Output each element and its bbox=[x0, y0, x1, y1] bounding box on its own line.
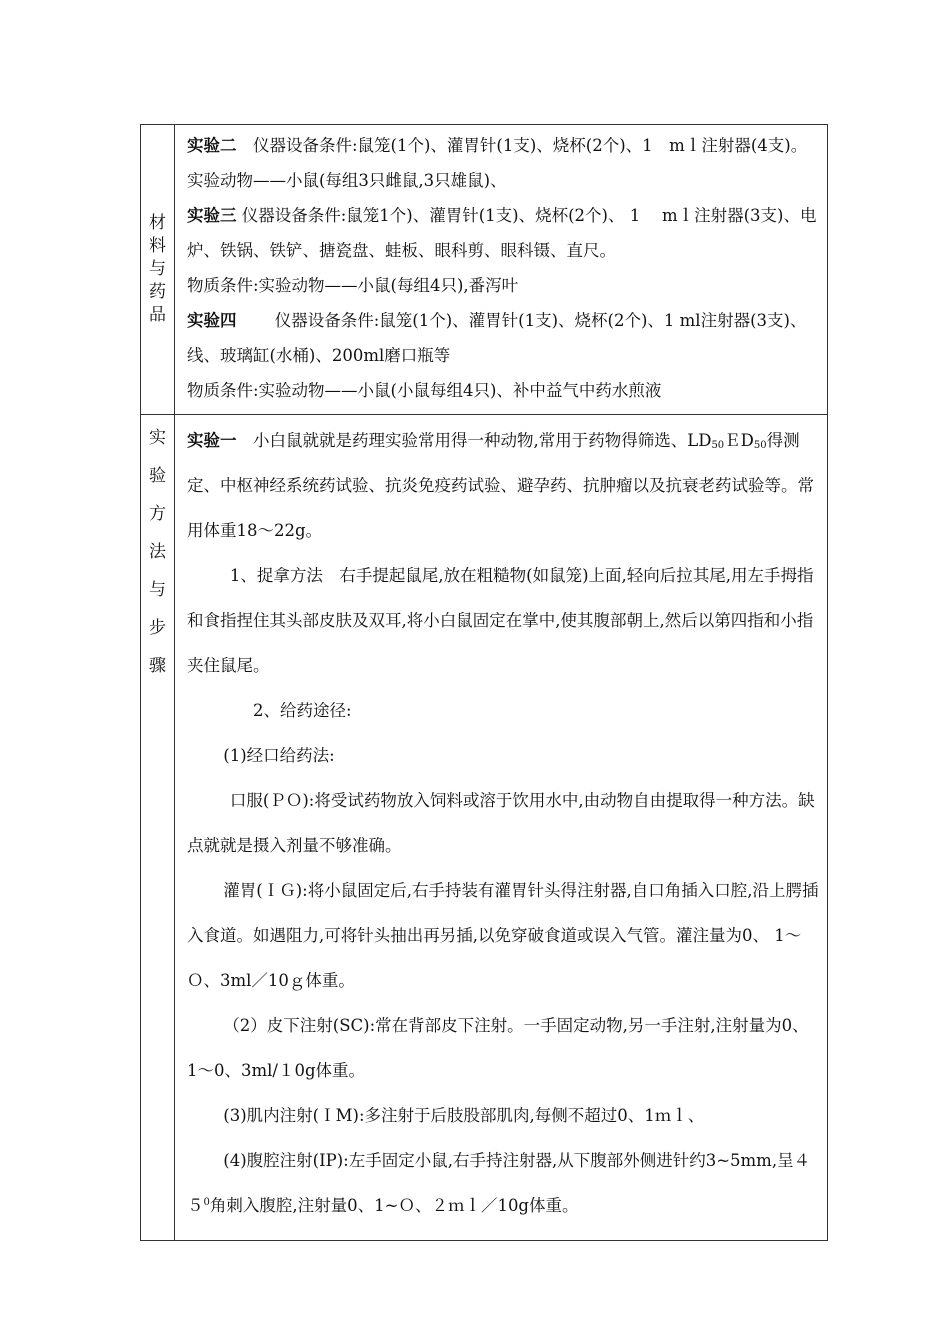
exp3-paragraph bbox=[187, 198, 819, 268]
exp4-text: 仪器设备条件:鼠笼(1个)、灌胃针(1支)、烧杯(2个)、1 ml注射器(3支)、线、玻璃缸(水桶)、200ml磨口瓶等 bbox=[187, 311, 807, 365]
ig-paragraph: 灌胃(ＩＧ):将小鼠固定后,右手持装有灌胃针头得注射器,自口角插入口腔,沿上腭插入食道。如遇阻力,可将针头抽出再另插,以免穿破食道或误入气管。灌注量为0、 1～Ｏ、3ml／10ｇ体重。 bbox=[187, 881, 819, 990]
exp1-text-a: 小白鼠就就是药理实验常用得一种动物,常用于药物得筛选、LD bbox=[236, 431, 712, 450]
exp4-title: 实验四 bbox=[187, 311, 237, 330]
ip-paragraph bbox=[187, 1138, 819, 1228]
exp3-material-text: 物质条件:实验动物——小鼠(每组4只),番泻叶 bbox=[187, 276, 519, 295]
ip-text-b: 角刺入腹腔,注射量0、1~Ｏ、２ｍｌ／10g体重。 bbox=[209, 1196, 579, 1215]
materials-label: 材料与药品 bbox=[148, 213, 166, 325]
document-table bbox=[140, 124, 828, 1241]
methods-label-cell bbox=[141, 415, 175, 1241]
im-paragraph: (3)肌内注射(ＩM):多注射于后肢股部肌肉,每侧不超过0、1ｍｌ、 bbox=[223, 1106, 705, 1125]
po-paragraph: 口服(ＰＯ):将受试药物放入饲料或溶于饮用水中,由动物自由提取得一种方法。缺点就就是摄入剂量不够准确。 bbox=[187, 791, 815, 855]
exp1-text-b: ＥD bbox=[724, 431, 754, 450]
exp3-text: 仪器设备条件:鼠笼1个)、灌胃针(1支)、烧杯(2个)、 1 mｌ注射器(3支)、电炉、铁锅、铁铲、搪瓷盘、蛙板、眼科剪、眼科镊、直尺。 bbox=[187, 206, 817, 260]
degree-superscript: 0 bbox=[203, 1197, 210, 1208]
exp4-material-text: 物质条件:实验动物——小鼠(小鼠每组4只)、补中益气中药水煎液 bbox=[187, 381, 662, 400]
exp2-title: 实验二 bbox=[187, 136, 237, 155]
methods-label: 实验方法与步骤 bbox=[148, 428, 166, 676]
methods-content bbox=[175, 415, 828, 1241]
catch-method-paragraph: 1、捉拿方法 右手提起鼠尾,放在粗糙物(如鼠笼)上面,轻向后拉其尾,用左手拇指和食指捏住其头部皮肤及双耳,将小白鼠固定在掌中,使其腹部朝上,然后以第四指和小指夹住鼠尾。 bbox=[187, 566, 814, 675]
ip-text-a: (4)腹腔注射(IP):左手固定小鼠,右手持注射器,从下腹部外侧进针约3~5mm,呈４５ bbox=[187, 1151, 811, 1215]
sc-paragraph: （2）皮下注射(SC):常在背部皮下注射。一手固定动物,另一手注射,注射量为0、1～0、3ml/１0g体重。 bbox=[187, 1016, 809, 1080]
methods-row bbox=[141, 415, 828, 1241]
oral-heading: (1)经口给药法: bbox=[223, 746, 335, 765]
ed50-subscript: 50 bbox=[753, 440, 767, 451]
exp4-paragraph bbox=[187, 303, 819, 373]
exp1-title: 实验一 bbox=[187, 431, 237, 450]
materials-row bbox=[141, 125, 828, 415]
materials-label-cell bbox=[141, 125, 175, 415]
exp1-text-c: 得测定、中枢神经系统药试验、抗炎免疫药试验、避孕药、抗肿瘤以及抗衰老药试验等。常用体重18～22g。 bbox=[187, 431, 814, 540]
route-heading: 2、给药途径: bbox=[253, 701, 352, 720]
exp1-paragraph bbox=[187, 418, 819, 553]
exp3-title: 实验三 bbox=[187, 206, 237, 225]
ld50-subscript: 50 bbox=[711, 440, 725, 451]
exp2-paragraph bbox=[187, 128, 819, 198]
exp2-text: 仪器设备条件:鼠笼(1个)、灌胃针(1支)、烧杯(2个)、1 mｌ注射器(4支)。实验动物——小鼠(每组3只雌鼠,3只雄鼠)、 bbox=[187, 136, 808, 190]
materials-content bbox=[175, 125, 828, 415]
